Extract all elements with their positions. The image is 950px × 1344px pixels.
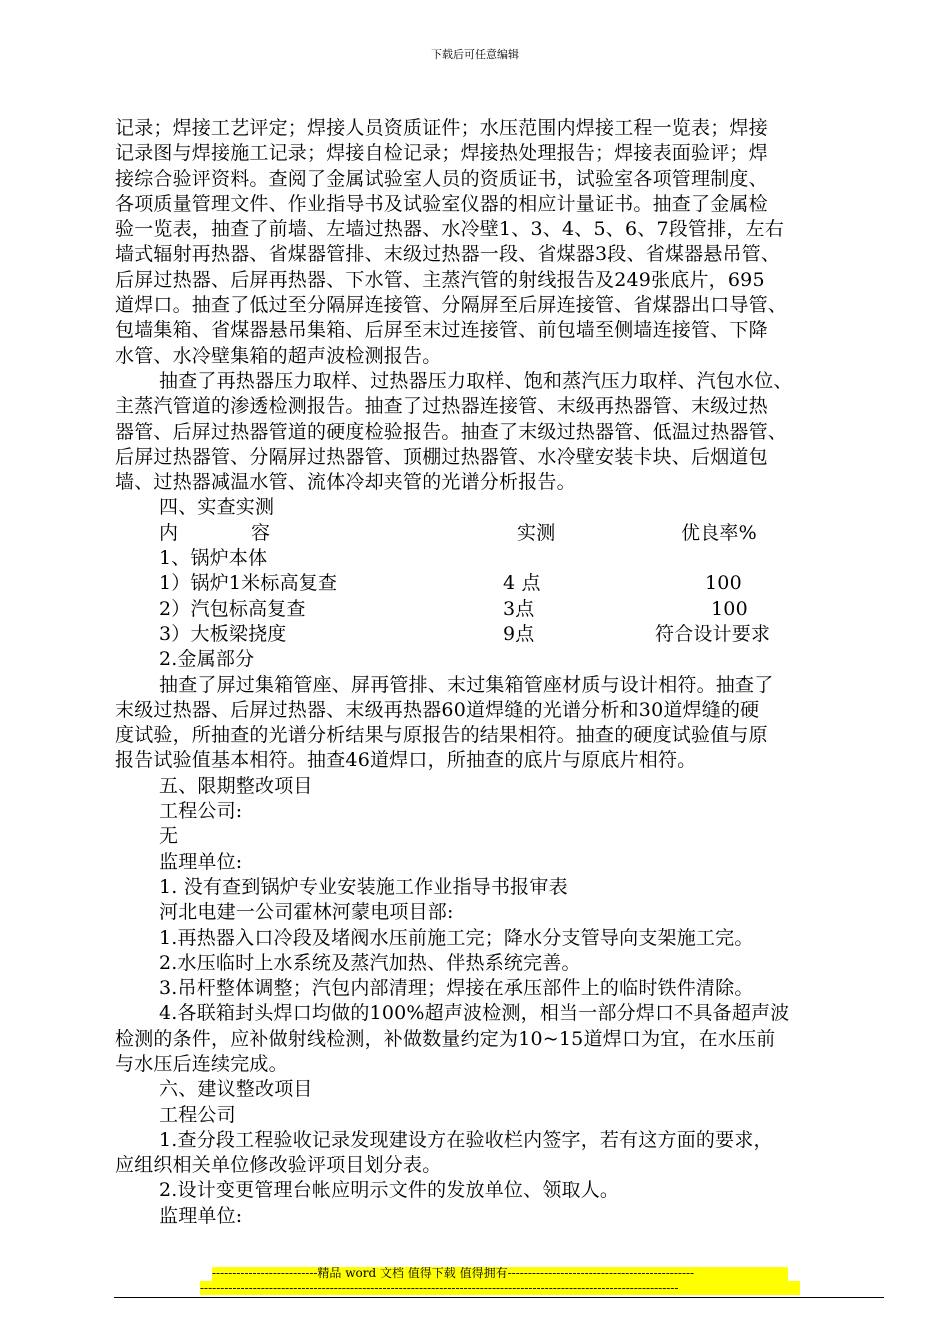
col-header-rate: 优良率% [681,521,757,544]
line-text: 后屏过热器管、分隔屏过热器管、顶棚过热器管、水冷壁安装卡块、后烟道包 [115,445,768,468]
section-heading [115,774,887,799]
paragraph-line [115,268,887,293]
paragraph-line [115,951,887,976]
paragraph-line [115,192,887,217]
line-text: 墙式辐射再热器、省煤器管排、末级过热器一段、省煤器3段、省煤器悬吊管、 [115,243,781,266]
line-text: 河北电建一公司霍林河蒙电项目部: [159,901,454,924]
row-rate: 符合设计要求 [655,622,771,645]
paragraph-line [115,1103,887,1128]
line-text: 抽查了再热器压力取样、过热器压力取样、饱和蒸汽压力取样、汽包水位、 [159,369,793,392]
line-text: 报告试验值基本相符。抽查46道焊口，所抽查的底片与原底片相符。 [115,749,697,772]
line-text: 主蒸汽管道的渗透检测报告。抽查了过热器连接管、末级再热器管、末级过热 [115,395,768,418]
paragraph-line [115,167,887,192]
heading-text: 五、限期整改项目 [159,774,313,797]
line-text: 包墙集箱、省煤器悬吊集箱、后屏至末过连接管、前包墙至侧墙连接管、下降 [115,319,768,342]
line-text: 记录图与焊接施工记录；焊接自检记录；焊接热处理报告；焊接表面验评；焊 [115,142,768,165]
paragraph-line [115,141,887,166]
row-measure: 9点 [503,622,535,645]
table-header-row [115,521,887,546]
line-text: 后屏过热器、后屏再热器、下水管、主蒸汽管的射线报告及249张底片，695 [115,268,765,291]
paragraph-line [115,1128,887,1153]
paragraph-line [115,799,887,824]
line-text: 检测的条件，应补做射线检测，补做数量约定为10~15道焊口为宜，在水压前 [115,1027,776,1050]
line-text: 水管、水冷壁集箱的超声波检测报告。 [115,344,442,367]
line-text: 4.各联箱封头焊口均做的100%超声波检测，相当一部分焊口不具备超声波 [159,1002,790,1025]
section-label-text: 1、锅炉本体 [159,547,268,570]
line-text: 抽查了屏过集箱管座、屏再管排、末过集箱管座材质与设计相符。抽查了 [159,673,774,696]
line-text: 无 [159,825,179,848]
table-row [115,571,887,596]
paragraph-line [115,748,887,773]
footer-rule [114,1297,884,1298]
table-row [115,597,887,622]
paragraph-line [115,723,887,748]
paragraph-line [115,318,887,343]
footer-banner: --------------------------精品 word 文档 值得下载 值得拥有---------------------------------------------- [212,1266,695,1280]
paragraph-line [115,242,887,267]
line-text: 记录；焊接工艺评定；焊接人员资质证件；水压范围内焊接工程一览表；焊接 [115,117,768,139]
heading-text: 四、实查实测 [159,496,275,519]
row-item: 2）汽包标高复查 [159,597,306,620]
heading-text: 2.金属部分 [159,648,255,671]
paragraph-line [115,926,887,951]
paragraph-line [115,1178,887,1203]
row-measure: 3点 [503,597,535,620]
line-text: 器管、后屏过热器管道的硬度检验报告。抽查了末级过热器管、低温过热器管、 [115,420,788,443]
document-body [115,116,887,1229]
paragraph-line [115,394,887,419]
paragraph-line [115,1027,887,1052]
footer-dashes: ---------------------------------------------------------------------------------------------------------------------- [200,1281,800,1295]
line-text: 1.再热器入口冷段及堵阀水压前施工完；降水分支管导向支架施工完。 [159,926,754,949]
paragraph-line [115,875,887,900]
paragraph-line [115,470,887,495]
paragraph-line [115,673,887,698]
row-item: 1）锅炉1米标高复查 [159,572,338,595]
page-header-note: 下载后可任意编辑 [431,48,519,61]
paragraph-line [115,850,887,875]
paragraph-line [115,976,887,1001]
row-item: 3）大板梁挠度 [159,622,287,645]
table-section-label [115,546,887,571]
paragraph-line [115,698,887,723]
paragraph-line [115,217,887,242]
paragraph-line [115,369,887,394]
paragraph-line [115,293,887,318]
line-text: 监理单位: [159,850,243,873]
line-text: 各项质量管理文件、作业指导书及试验室仪器的相应计量证书。抽查了金属检 [115,192,768,215]
paragraph-line [115,344,887,369]
row-rate: 100 [711,597,748,620]
line-text: 2.水压临时上水系统及蒸汽加热、伴热系统完善。 [159,951,581,974]
line-text: 2.设计变更管理台帐应明示文件的发放单位、领取人。 [159,1179,620,1202]
line-text: 应组织相关单位修改验评项目划分表。 [115,1154,442,1177]
paragraph-line [115,445,887,470]
paragraph-line [115,420,887,445]
col-header-measure: 实测 [517,521,556,544]
col-header-content-a: 内 [159,521,179,544]
paragraph-line [115,116,887,141]
paragraph-line [115,1153,887,1178]
line-text: 工程公司: [159,800,243,823]
line-text: 1. 没有查到锅炉专业安装施工作业指导书报审表 [159,875,568,898]
line-text: 工程公司 [159,1103,236,1126]
heading-text: 六、建议整改项目 [159,1078,313,1101]
paragraph-line [115,900,887,925]
line-text: 末级过热器、后屏过热器、末级再热器60道焊缝的光谱分析和30道焊缝的硬 [115,698,760,721]
section-heading [115,647,887,672]
section-heading [115,1077,887,1102]
line-text: 与水压后连续完成。 [115,1052,288,1075]
line-text: 接综合验评资料。查阅了金属试验室人员的资质证书，试验室各项管理制度、 [115,167,768,190]
row-rate: 100 [705,572,742,595]
col-header-content-b: 容 [251,521,271,544]
line-text: 道焊口。抽查了低过至分隔屏连接管、分隔屏至后屏连接管、省煤器出口导管、 [115,294,788,317]
section-heading [115,495,887,520]
paragraph-line [115,824,887,849]
table-row [115,622,887,647]
line-text: 验一览表，抽查了前墙、左墙过热器、水冷壁1、3、4、5、6、7段管排，左右 [115,218,784,241]
line-text: 度试验，所抽查的光谱分析结果与原报告的结果相符。抽查的硬度试验值与原 [115,724,768,747]
paragraph-line [115,1001,887,1026]
line-text: 3.吊杆整体调整；汽包内部清理；焊接在承压部件上的临时铁件清除。 [159,977,754,1000]
line-text: 1.查分段工程验收记录发现建设方在验收栏内签字，若有这方面的要求， [159,1128,773,1151]
line-text: 墙、过热器减温水管、流体冷却夹管的光谱分析报告。 [115,471,576,494]
paragraph-line [115,1204,887,1229]
line-text: 监理单位: [159,1204,243,1227]
paragraph-line [115,1052,887,1077]
row-measure: 4 点 [503,572,541,595]
